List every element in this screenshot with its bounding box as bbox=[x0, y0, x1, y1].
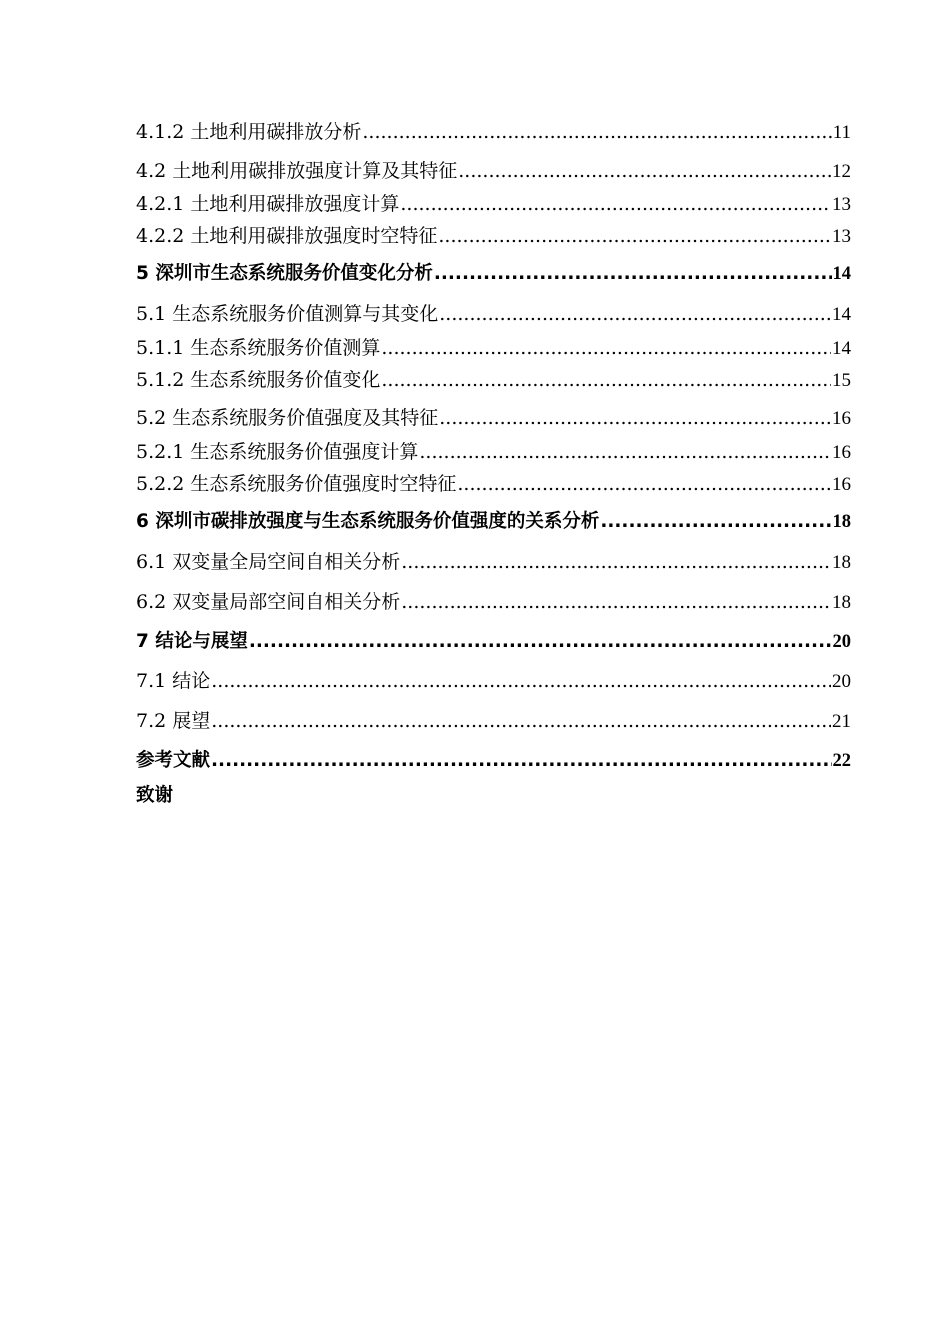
toc-entry-title: 7 结论与展望 bbox=[136, 631, 248, 652]
toc-entry-acknowledgements[interactable] bbox=[136, 781, 851, 811]
toc-entry-title: 4.1.2 土地利用碳排放分析 bbox=[136, 121, 362, 143]
toc-entry-references[interactable] bbox=[136, 746, 851, 776]
toc-entry-5[interactable] bbox=[136, 259, 851, 289]
toc-entry-page: 20 bbox=[832, 671, 851, 692]
toc-entry-4-2-2[interactable] bbox=[136, 221, 851, 251]
toc-entry-title: 5.2 生态系统服务价值强度及其特征 bbox=[136, 407, 439, 429]
table-of-contents bbox=[136, 0, 851, 1344]
toc-entry-page: 16 bbox=[832, 442, 851, 463]
toc-entry-page: 14 bbox=[832, 338, 851, 359]
toc-entry-title: 6.2 双变量局部空间自相关分析 bbox=[136, 591, 401, 613]
toc-entry-page: 20 bbox=[832, 632, 851, 652]
toc-dot-leader bbox=[381, 365, 831, 395]
toc-entry-title: 5.2.1 生态系统服务价值强度计算 bbox=[136, 441, 419, 463]
toc-entry-5-2[interactable] bbox=[136, 403, 851, 433]
toc-dot-leader bbox=[434, 259, 832, 289]
toc-dot-leader bbox=[401, 547, 831, 577]
toc-entry-6-1[interactable] bbox=[136, 547, 851, 577]
toc-entry-page: 18 bbox=[832, 592, 851, 613]
toc-entry-page: 18 bbox=[832, 512, 851, 532]
toc-dot-leader bbox=[249, 627, 832, 657]
toc-dot-leader bbox=[211, 746, 831, 776]
toc-entry-4-2-1[interactable] bbox=[136, 189, 851, 219]
toc-dot-leader bbox=[458, 156, 831, 186]
toc-dot-leader bbox=[600, 507, 831, 537]
toc-entry-page: 21 bbox=[832, 711, 851, 732]
toc-entry-page: 22 bbox=[832, 751, 851, 771]
toc-entry-title: 参考文献 bbox=[136, 750, 211, 771]
toc-entry-7-1[interactable] bbox=[136, 666, 851, 696]
toc-entry-page: 11 bbox=[832, 122, 851, 143]
toc-entry-page: 13 bbox=[832, 226, 851, 247]
toc-dot-leader bbox=[401, 587, 831, 617]
toc-dot-leader bbox=[439, 299, 831, 329]
toc-dot-leader bbox=[362, 117, 831, 147]
toc-dot-leader bbox=[439, 403, 831, 433]
toc-entry-page: 14 bbox=[832, 264, 851, 284]
toc-entry-7-2[interactable] bbox=[136, 706, 851, 736]
toc-entry-5-2-1[interactable] bbox=[136, 437, 851, 467]
toc-entry-page: 16 bbox=[832, 474, 851, 495]
toc-entry-title: 5 深圳市生态系统服务价值变化分析 bbox=[136, 263, 433, 284]
toc-dot-leader bbox=[400, 189, 831, 219]
toc-entry-title: 6.1 双变量全局空间自相关分析 bbox=[136, 551, 401, 573]
toc-entry-title: 7.1 结论 bbox=[136, 670, 211, 692]
toc-dot-leader bbox=[457, 469, 831, 499]
toc-entry-page: 14 bbox=[832, 304, 851, 325]
toc-entry-6-2[interactable] bbox=[136, 587, 851, 617]
toc-entry-5-2-2[interactable] bbox=[136, 469, 851, 499]
toc-dot-leader bbox=[419, 437, 831, 467]
toc-entry-title: 5.1.2 生态系统服务价值变化 bbox=[136, 369, 381, 391]
toc-entry-6[interactable] bbox=[136, 507, 851, 537]
toc-entry-page: 12 bbox=[832, 161, 851, 182]
toc-entry-title: 4.2.2 土地利用碳排放强度时空特征 bbox=[136, 225, 438, 247]
toc-entry-title: 6 深圳市碳排放强度与生态系统服务价值强度的关系分析 bbox=[136, 511, 600, 532]
toc-entry-title: 7.2 展望 bbox=[136, 710, 211, 732]
toc-dot-leader bbox=[211, 706, 831, 736]
toc-entry-5-1-2[interactable] bbox=[136, 365, 851, 395]
toc-entry-page: 13 bbox=[832, 194, 851, 215]
toc-entry-5-1[interactable] bbox=[136, 299, 851, 329]
toc-entry-title: 4.2.1 土地利用碳排放强度计算 bbox=[136, 193, 400, 215]
toc-dot-leader bbox=[211, 666, 831, 696]
toc-entry-title: 5.2.2 生态系统服务价值强度时空特征 bbox=[136, 473, 457, 495]
toc-dot-leader bbox=[438, 221, 831, 251]
toc-entry-title: 4.2 土地利用碳排放强度计算及其特征 bbox=[136, 160, 458, 182]
toc-entry-4-2[interactable] bbox=[136, 156, 851, 186]
toc-entry-7[interactable] bbox=[136, 627, 851, 657]
toc-entry-page: 16 bbox=[832, 408, 851, 429]
toc-entry-4-1-2[interactable] bbox=[136, 117, 851, 147]
toc-entry-page: 15 bbox=[832, 370, 851, 391]
toc-dot-leader bbox=[381, 333, 831, 363]
toc-entry-5-1-1[interactable] bbox=[136, 333, 851, 363]
toc-entry-title: 致谢 bbox=[136, 785, 174, 806]
toc-entry-title: 5.1 生态系统服务价值测算与其变化 bbox=[136, 303, 439, 325]
toc-entry-page: 18 bbox=[832, 552, 851, 573]
toc-entry-title: 5.1.1 生态系统服务价值测算 bbox=[136, 337, 381, 359]
